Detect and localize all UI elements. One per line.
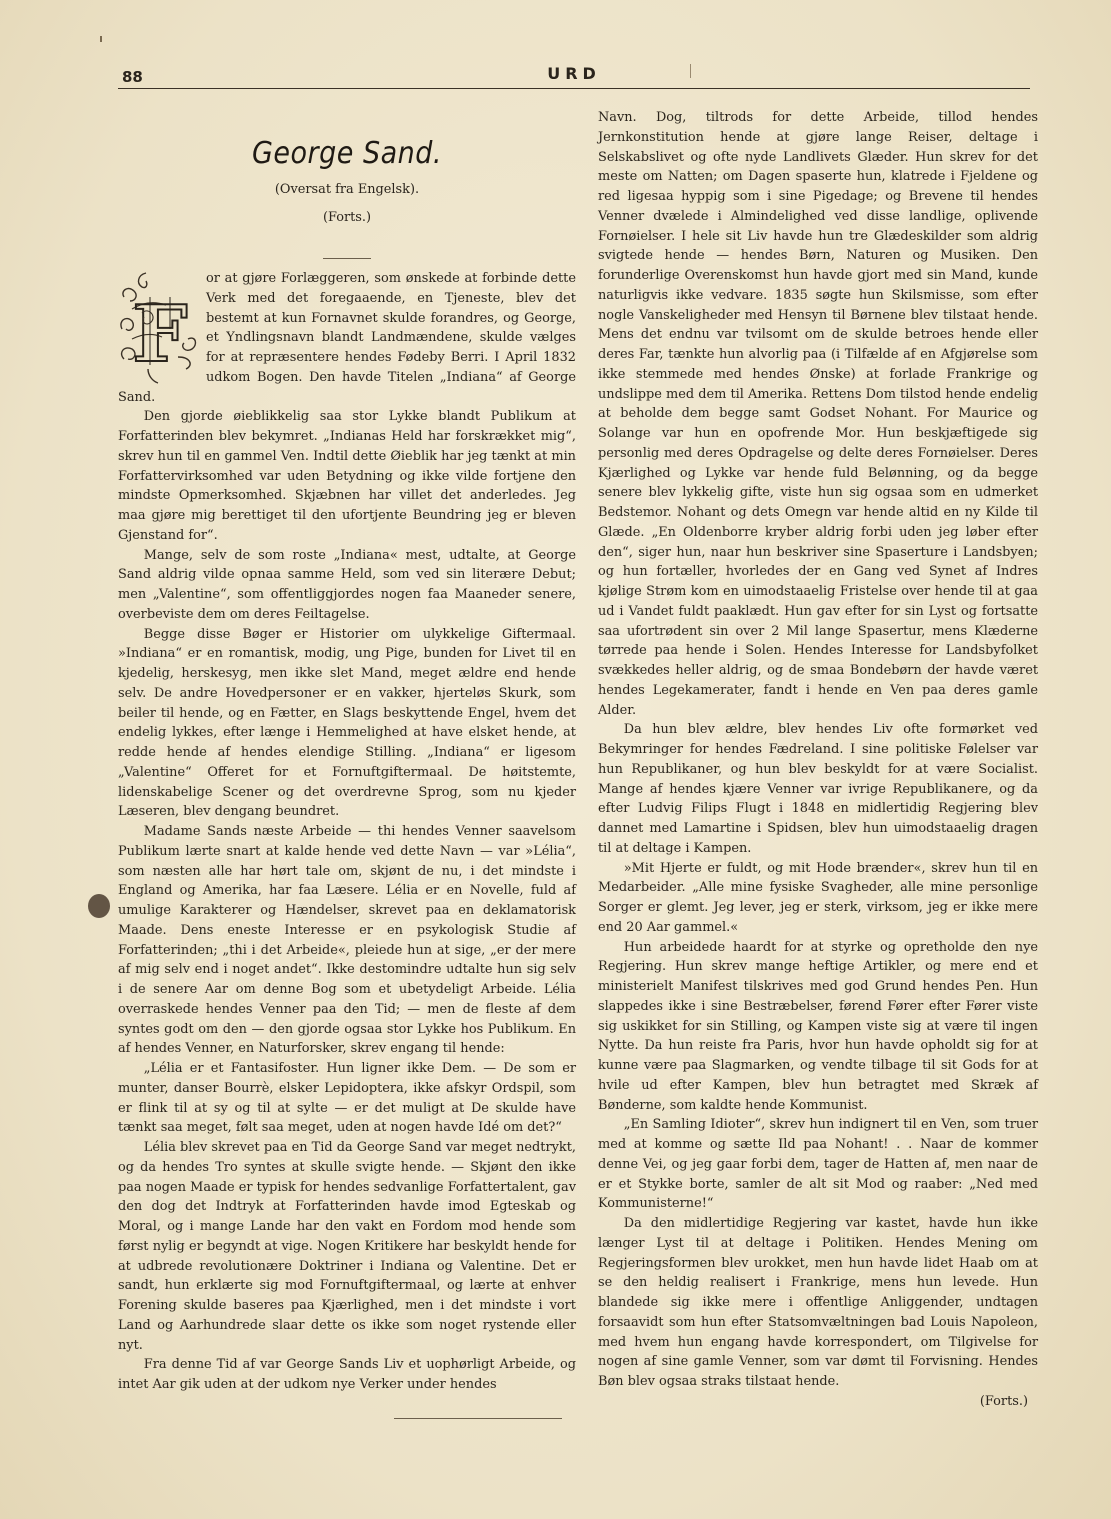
running-header	[118, 62, 1030, 89]
paragraph: Den gjorde øieblikkelig saa stor Lykke blandt Publikum at Forfatterinden blev bekymret. „Indianas Held har forskrækket mig“, skrev hun til en gammel Ven. Indtil dette Øieblik har jeg tænkt at min Forfattervirksomhed var uden Betydning og ikke vilde fortjene den mindste Opmerksomhed. Skjæbnen har villet det anderledes. Jeg maa gjøre mig berettiget til den ufortjente Beundring jeg er bleven Gjenstand for“.	[118, 409, 576, 543]
paragraph: »Mit Hjerte er fuldt, og mit Hode brænder«, skrev hun til en Medarbeider. „Alle mine fysiske Svagheder, alle mine personlige Sorger er glemt. Jeg lever, jeg er sterk, virksom, jeg er ikke mere end 20 Aar gammel.«	[598, 860, 1038, 935]
article-title: George Sand.	[252, 136, 442, 171]
article-subtitle: (Oversat fra Engelsk).	[274, 182, 420, 197]
paragraph: Mange, selv de som roste „Indiana« mest, udtalte, at George Sand aldrig vilde opnaa samme Held, som ved sin literære Debut; men „Valentine“, som offentliggjordes nogen faa Maaneder senere, overbeviste dem om deres Feiltagelse.	[118, 547, 576, 622]
ink-blot	[88, 894, 110, 918]
paragraph: Da hun blev ældre, blev hendes Liv ofte formørket ved Bekymringer for hendes Fædreland. I sine politiske Følelser var hun Republikaner, og hun blev beskyldt for at være Socialist. Mange af hendes kjære Venner var ivrige Republikanere, og da efter Ludvig Filips Flugt i 1848 en midlertidig Regjering blev dannet med Lamartine i Spidsen, blev hun uimodstaaelig dragen til at deltage i Kampen.	[598, 722, 1038, 856]
end-divider	[394, 1418, 562, 1419]
paragraph: Begge disse Bøger er Historier om ulykkelige Giftermaal. »Indiana“ er en romantisk, modig, ung Pige, bunden for Livet til en kjedelig, herskesyg, men ikke slet Mand, meget ældre end hende selv. De andre Hovedpersoner er en vakker, hjerteløs Skurk, som beiler til hende, og en Fætter, en Slags beskyttende Engel, hvem det endelig lykkes, efter længe i Hemmelighed at have elsket hende, at redde hende af hendes elendige Stilling. „Indiana“ er ligesom „Valentine“ Offeret for et Fornuftgiftermaal. De høitstemte, lidenskabelige Scener og det overdrevne Sprog, som nu kjeder Læseren, blev dengang beundret.	[118, 626, 576, 820]
paragraph: Hun arbeidede haardt for at styrke og opretholde den nye Regjering. Hun skrev mange heftige Artikler, og mere end et ministerielt Manifest tilskrives med god Grund hendes Pen. Hun slappedes ikke i sine Bestræbelser, førend Fører efter Fører viste sig uskikket for sin Stilling, og Kampen viste sig at være til ingen Nytte. Da hun reiste fra Paris, hvor hun havde opholdt sig for at kunne være paa Slagmarken, og vendte tilbage til sit Gods for at hvile ud efter Kampen, blev hun betragtet med Skræk af Bønderne, som kaldte hende Kommunist.	[598, 939, 1038, 1113]
title-divider	[323, 258, 371, 259]
paragraph: Da den midlertidige Regjering var kastet, havde hun ikke længer Lyst til at deltage i Politiken. Hendes Mening om Regjeringsformen blev urokket, men hun havde lidet Haab om at se den heldig realisert i Frankrige, mens hun levede. Hun blandede sig ikke mere i offentlige Anliggender, undtagen forsaavidt som hun efter Statsomvæltningen bad Louis Napoleon, med hvem hun engang havde korrespondert, om Tilgivelse for nogen af sine gamle Venner, som var dømt til Forvisning. Hendes Bøn blev ogsaa straks tilstaat hende.	[598, 1216, 1038, 1389]
paragraph: Madame Sands næste Arbeide — thi hendes Venner saavelsom Publikum lærte snart at kalde hende ved dette Navn — var »Lélia“, som næsten alle har hørt tale om, skjønt de nu, i det mindste i England og Amerika, har faa Læsere. Lélia er en Novelle, fuld af umulige Karakterer og Hændelser, skrevet paa en deklamatorisk Maade. Dens eneste Interesse er en psykologisk Studie af Forfatterinden; „thi i det Arbeide«, pleiede hun at sige, „er der mere af mig selv end i noget andet“. Ikke destomindre udtalte hun sig selv i de senere Aar om denne Bog som et ubetydeligt Arbeide. Lélia overraskede hendes Venner paa den Tid; — men de fleste af dem syntes godt om den — den gjorde ogsaa stor Lykke hos Publikum. En af hendes Venner, en Naturforsker, skrev engang til hende:	[118, 824, 576, 1057]
paragraph: or at gjøre Forlæggeren, som ønskede at forbinde dette Verk med det foregaaende, en Tjeneste, blev det bestemt at kun Fornavnet skulde forandres, og George, et Yndlingsnavn blandt Landmændene, skulde vælges for at repræsentere hendes Fødeby Berri. I April 1832 udkom Bogen. Den havde Titelen „Indiana“ af George Sand.	[118, 271, 576, 405]
journal-title: URD	[547, 64, 601, 83]
continued-note-top: (Forts.)	[322, 210, 372, 225]
opening-paragraph-block	[118, 269, 576, 407]
paragraph: Navn. Dog, tiltrods for dette Arbeide, tillod hendes Jernkonstitution hende at gjøre lange Reiser, deltage i Selskabslivet og ofte nyde Landlivets Glæder. Hun skrev for det meste om Natten; om Dagen spaserte hun, klatrede i Fjeldene og red ligesaa hyppig som i sine Pigedage; og Brevene til hendes Venner dvælede i Almindelighed ved disse landlige, oplivende Fornøielser. I hele sit Liv havde hun tre Glædeskilder som aldrig svigtede hende — hendes Børn, Naturen og Musiken. Den forunderlige Overenskomst hun havde gjort med sin Mand, kunde naturligvis ikke vedvare. 1835 søgte hun Skilsmisse, som efter nogle Vanskeligheder med Hensyn til Børnene blev tilstaat hende. Mens det endnu var tvilsomt om de skulde betroes hende eller deres Far, tænkte hun alvorlig paa (i Tilfælde af en Afgjørelse som ikke stemmede med hendes Ønske) at forlade Frankrige og undslippe med dem til Amerika. Rettens Dom tilstod hende endelig at beholde dem begge samt Godset Nohant. For Maurice og Solange var hun en opofrende Mor. Hun beskjæftigede sig personlig med deres Opdragelse og delte deres Fornøielser. Deres Kjærlighed og Lykke var hende fuld Belønning, og da begge senere blev lykkelig gifte, viste hun sig ogsaa som en udmerket Bedstemor. Nohant og dets Omegn var hende altid en ny Kilde til Glæde. „En Oldenborre kryber aldrig forbi uden jeg løber efter den“, siger hun, naar hun beskriver sine Spaserture i Landsbyen; og hun fortæller, hvorledes der en Gang ved Synet af Indres kjølige Strøm kom en uimodstaaelig Fristelse over hende til at gaa ud i Vandet fuldt paaklædt. Hun gav efter for sin Lyst og fortsatte saa ufortrødent sin over 2 Mil lange Spasertur, mens Klæderne tørrede paa hende i Solen. Hendes Interesse for Landsbyfolket svækkedes heller aldrig, og de smaa Bondebørn der havde været hendes Legekamerater, fandt i hende en Ven paa deres gamle Alder.	[598, 110, 1038, 718]
ornamental-drop-cap-icon	[118, 269, 198, 387]
quoted-letter: „Lélia er et Fantasifoster. Hun ligner ikke Dem. — De som er munter, danser Bourrè, elsker Lepidoptera, ikke afskyr Ordspil, som er flink til at sy og til at sylte — er det muligt at De skulde have tænkt saa meget, følt saa meget, uden at nogen havde Idé om det?“	[118, 1061, 576, 1136]
paragraph: Lélia blev skrevet paa en Tid da George Sand var meget nedtrykt, og da hendes Tro syntes at skulle svigte hende. — Skjønt den ikke paa nogen Maade er typisk for hendes sedvanlige Forfattertalent, gav den dog det Indtryk at Forfatterinden havde imod Egteskab og Moral, og i mange Lande har den vakt en Fordom mod hende som først nylig er begyndt at vige. Nogen Kritikere har beskyldt hende for at udbrede revolutionære Doktriner i Indiana og Valentine. Det er sandt, hun erklærte sig mod Fornuftgiftermaal, og lærte at enhver Forening skulde baseres paa Kjærlighed, men i det mindste i vort Land og Aarhundrede slaar dette os ikke som noget rystende eller nyt.	[118, 1140, 576, 1353]
paragraph: „En Samling Idioter“, skrev hun indignert til en Ven, som truer med at komme og sætte Ild paa Nohant! . . Naar de kommer denne Vei, og jeg gaar forbi dem, tager de Hatten af, men naar de er et Stykke borte, samler de alt sit Mod og raaber: „Ned med Kommunisterne!“	[598, 1117, 1038, 1212]
left-column	[118, 108, 576, 1395]
paper-speck	[100, 36, 102, 42]
right-column	[598, 108, 1038, 1412]
paragraph: Fra denne Tid af var George Sands Liv et uophørligt Arbeide, og intet Aar gik uden at der udkom nye Verker under hendes	[118, 1357, 576, 1392]
svg-text:F: F	[132, 289, 188, 380]
page-number: 88	[122, 68, 143, 86]
continued-note-bottom: (Forts.)	[979, 1393, 1028, 1409]
